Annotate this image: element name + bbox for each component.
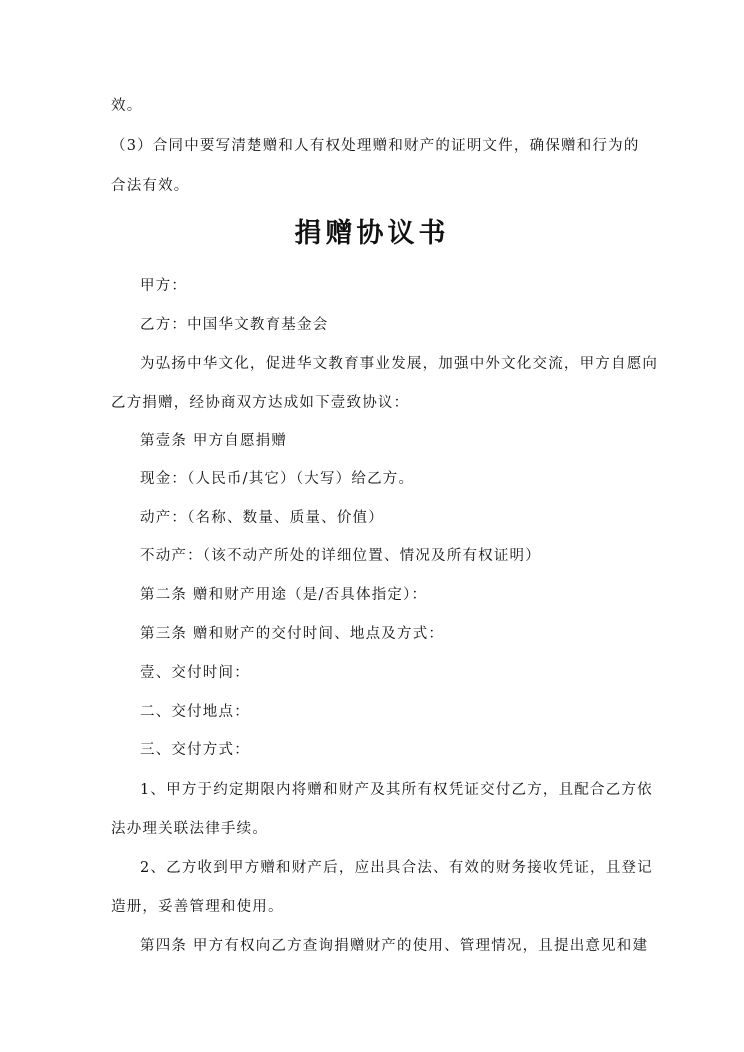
article-1-heading: 第壹条 甲方自愿捐赠 xyxy=(140,433,288,449)
text-line-prev-end: 效。 xyxy=(111,98,143,114)
movable-property-line: 动产：（名称、数量、质量、价值） xyxy=(140,510,384,526)
delivery-place-line: 二、交付地点： xyxy=(140,704,250,720)
article-2-heading: 第二条 赠和财产用途（是/否具体指定）： xyxy=(140,587,428,603)
item-2-line-2: 造册，妥善管理和使用。 xyxy=(111,899,284,915)
text-line-clause-3-cont: 合法有效。 xyxy=(111,178,190,194)
cash-line: 现金：（人民币/其它）（大写）给乙方。 xyxy=(140,471,415,487)
item-2-line-1: 2、乙方收到甲方赠和财产后，应出具合法、有效的财务接收凭证，且登记 xyxy=(140,860,653,876)
immovable-property-line: 不动产：（该不动产所处的详细位置、情况及所有权证明） xyxy=(140,548,541,564)
party-b: 乙方：中国华文教育基金会 xyxy=(140,317,329,333)
article-3-heading: 第三条 赠和财产的交付时间、地点及方式： xyxy=(140,626,445,642)
delivery-time-line: 壹、交付时间： xyxy=(140,665,250,681)
intro-paragraph-line-2: 乙方捐赠，经协商双方达成如下壹致协议： xyxy=(111,395,410,411)
article-4-line-1: 第四条 甲方有权向乙方查询捐赠财产的使用、管理情况，且提出意见和建 xyxy=(140,938,649,954)
item-1-line-1: 1、甲方于约定期限内将赠和财产及其所有权凭证交付乙方，且配合乙方依 xyxy=(140,782,653,798)
intro-paragraph-line-1: 为弘扬中华文化，促进华文教育事业发展，加强中外文化交流，甲方自愿向 xyxy=(140,356,659,372)
delivery-method-line: 三、交付方式： xyxy=(140,742,250,758)
party-a: 甲方： xyxy=(140,278,188,294)
document-title: 捐赠协议书 xyxy=(294,218,450,249)
text-line-clause-3: （3）合同中要写清楚赠和人有权处理赠和财产的证明文件，确保赠和行为的 xyxy=(111,138,640,154)
item-1-line-2: 法办理关联法律手续。 xyxy=(111,821,268,837)
